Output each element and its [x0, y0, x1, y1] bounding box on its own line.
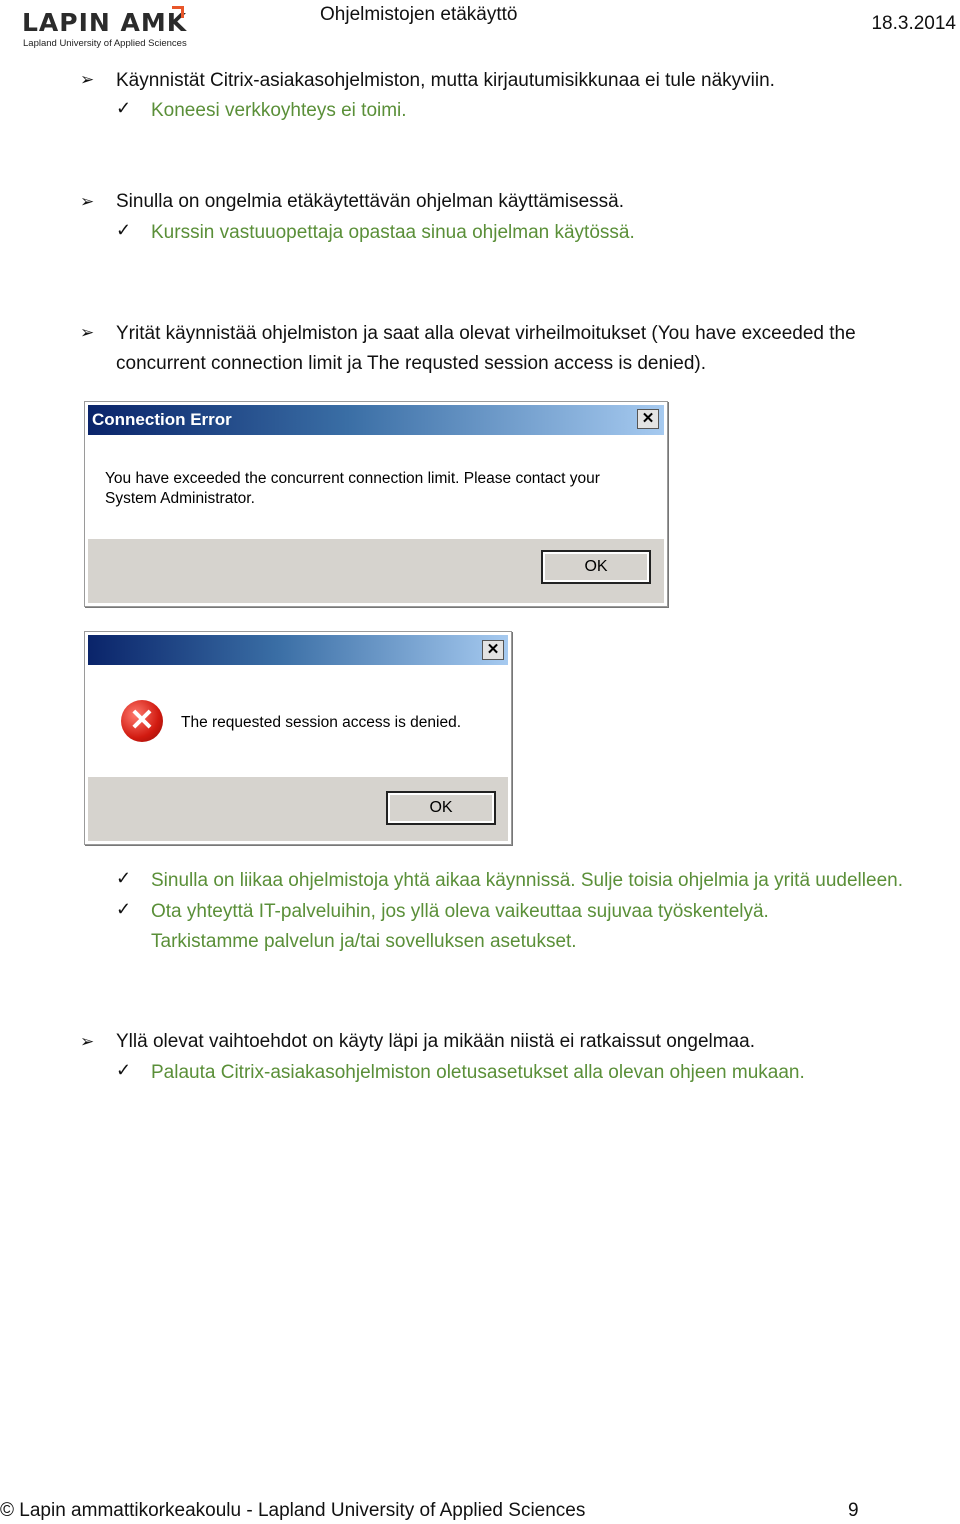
- logo-subtitle: Lapland University of Applied Sciences: [23, 38, 187, 49]
- item-2-text: Sinulla on ongelmia etäkäytettävän ohjelman käyttämisessä.: [116, 191, 625, 212]
- answer-too-many-programs: Sinulla on liikaa ohjelmistoja yhtä aikaa käynnissä. Sulje toisia ohjelmia ja yritä uudelleen.: [151, 870, 903, 891]
- bullet-icon: ➢: [80, 323, 95, 342]
- check-icon: ✓: [116, 868, 132, 888]
- item-4-text: Yllä olevat vaihtoehdot on käyty läpi ja mikään niistä ei ratkaissut ongelmaa.: [116, 1031, 755, 1052]
- answer-contact-it-line1: Ota yhteyttä IT-palveluihin, jos yllä oleva vaikeuttaa sujuvaa työskentelyä.: [151, 901, 769, 922]
- item-4-answer: Palauta Citrix-asiakasohjelmiston oletusasetukset alla olevan ohjeen mukaan.: [151, 1062, 805, 1083]
- check-icon: ✓: [116, 1060, 132, 1080]
- item-3-text-line1: Yrität käynnistää ohjelmiston ja saat alla olevat virheilmoitukset (You have exceeded the: [116, 323, 856, 344]
- item-1-text: Käynnistät Citrix-asiakasohjelmiston, mutta kirjautumisikkunaa ei tule näkyviin.: [116, 70, 775, 91]
- session-denied-dialog: [84, 631, 512, 845]
- item-3-text-line2: concurrent connection limit ja The requsted session access is denied).: [116, 353, 707, 374]
- dialog-title: Connection Error: [92, 410, 232, 429]
- dialog-message: The requested session access is denied.: [181, 714, 462, 731]
- header-title: Ohjelmistojen etäkäyttö: [320, 4, 518, 25]
- bullet-icon: ➢: [80, 70, 95, 89]
- check-icon: ✓: [116, 899, 132, 919]
- dialog-message-line2: System Administrator.: [105, 490, 255, 507]
- check-icon: ✓: [116, 220, 132, 240]
- close-icon[interactable]: ✕: [637, 409, 659, 429]
- item-2-answer: Kurssin vastuuopettaja opastaa sinua ohjelman käytössä.: [151, 222, 635, 243]
- item-1-answer: Koneesi verkkoyhteys ei toimi.: [151, 100, 407, 121]
- check-icon: ✓: [116, 98, 132, 118]
- bullet-icon: ➢: [80, 192, 95, 211]
- ok-button[interactable]: OK: [541, 550, 651, 584]
- dialog-footer: [88, 777, 508, 841]
- logo-accent: [172, 6, 184, 18]
- ok-button[interactable]: OK: [386, 791, 496, 825]
- dialog-footer: [88, 539, 664, 603]
- answer-contact-it-line2: Tarkistamme palvelun ja/tai sovelluksen asetukset.: [151, 931, 577, 952]
- page-number: 9: [848, 1500, 859, 1521]
- connection-error-dialog: [84, 401, 668, 607]
- error-icon: ✕: [121, 700, 163, 742]
- dialog-titlebar: [88, 635, 508, 665]
- logo: LAPIN AMK: [22, 8, 188, 37]
- dialog-titlebar: [88, 405, 664, 435]
- footer-text: © Lapin ammattikorkeakoulu - Lapland University of Applied Sciences: [0, 1500, 586, 1521]
- header-date: 18.3.2014: [871, 13, 956, 34]
- bullet-icon: ➢: [80, 1032, 95, 1051]
- dialog-message-line1: You have exceeded the concurrent connection limit. Please contact your: [105, 470, 600, 487]
- close-icon[interactable]: ✕: [482, 640, 504, 660]
